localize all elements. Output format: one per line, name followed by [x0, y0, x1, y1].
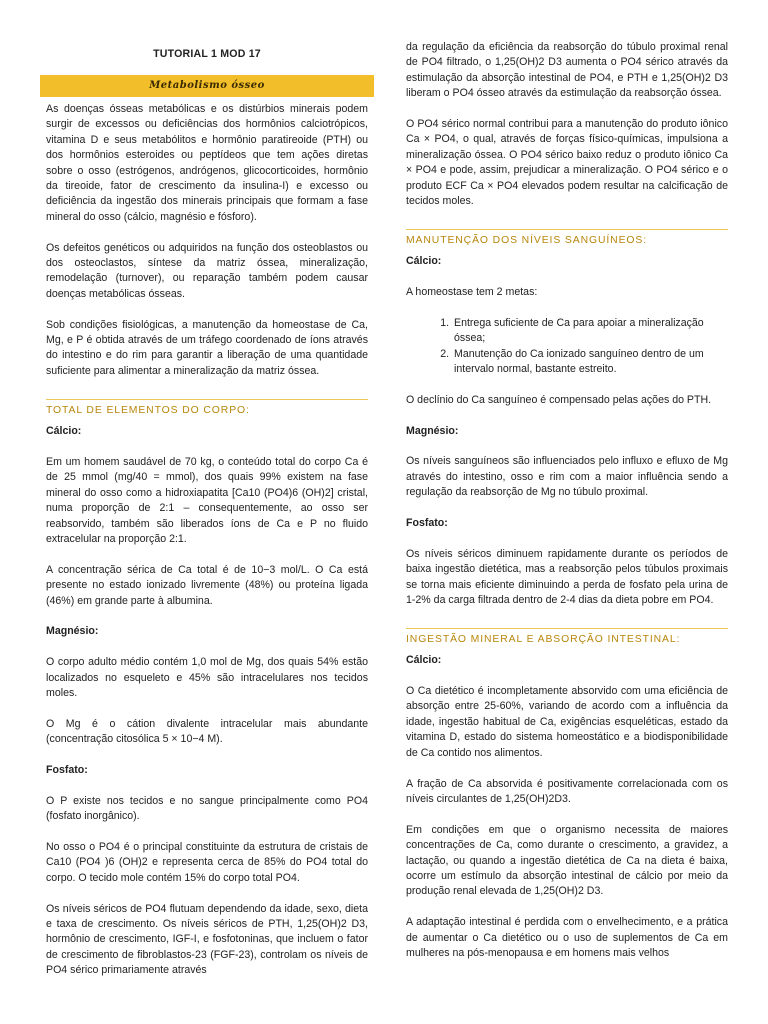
- continued-paragraph-2: O PO4 sérico normal contribui para a manutenção do produto iônico Ca × PO4, o qual, através de forças físico-químicas, impulsiona a mineralização óssea. O PO4 sérico baixo reduz o produto iônico Ca × PO4 e pode, assim, prejudicar a mineralização. O PO4 sérico e o produto ECF Ca × PO4 elevados podem resultar na calcificação de tecidos moles.: [406, 118, 728, 208]
- absorcao-paragraph-4: A adaptação intestinal é perdida com o envelhecimento, e a prática de aumentar o Ca dietético ou o uso de suplementos de Ca em mulheres na pós-menopausa e em homens mais velhos: [406, 916, 728, 959]
- banner-title: Metabolismo ósseo: [149, 80, 265, 92]
- subheading-calcio-3: Cálcio:: [406, 654, 442, 667]
- calcio-paragraph-1: Em um homem saudável de 70 kg, o conteúdo total do corpo Ca é de 25 mmol (mg/40 = mmol), dos quais 99% existem na fase mineral do osso como a hidroxiapatita [Ca10 (PO4)6 (OH)2] cristal, numa proporção de 2:1 – consequentemente, ao osso ser reabsorvido, também são liberados íons de Ca e P no fluido extracelular na proporção 2:1.: [46, 455, 368, 545]
- subheading-calcio-2: Cálcio:: [406, 255, 442, 268]
- section-heading-ingestao: INGESTÃO MINERAL E ABSORÇÃO INTESTINAL:: [406, 628, 728, 647]
- subheading-magnesio-2: Magnésio:: [406, 424, 459, 437]
- list-item: 2. Manutenção do Ca ionizado sanguíneo dentro de um intervalo normal, bastante estreito.: [452, 347, 728, 378]
- calcio-paragraph-2: A concentração sérica de Ca total é de 10−3 mol/L. O Ca está presente no estado ionizado livremente (48%) ou proteína ligada (46%) em grande parte à albumina.: [46, 563, 368, 607]
- intro-paragraph-3: Sob condições fisiológicas, a manutenção da homeostase de Ca, Mg, e P é obtida através de um tráfego coordenado de íons através do intestino e do rim para garantir a liberação de uma quantidade suficiente para alimentar a mineralização da matriz óssea.: [46, 318, 368, 377]
- magnesio-paragraph-2: O Mg é o cátion divalente intracelular mais abundante (concentração citosólica 5 × 10−4 M).: [46, 717, 368, 746]
- right-column: [406, 40, 728, 961]
- intro-paragraph-1: As doenças ósseas metabólicas e os distúrbios minerais podem surgir de excessos ou deficiências dos hormônios calciotrópicos, vitamina D e seus metabólitos e hormônio paratireoide (PTH) ou dos hormônios esteroides ou peptídeos que tem ações diretas sobre o osso (estrógenos, andrógenos, glicocorticoides, hormônio da tireoide, fator de crescimento da insulina-I) e excesso ou deficiência da ingestão dos minerais principais que formam a fase mineral do osso (cálcio, magnésio e fósforo).: [46, 103, 368, 223]
- section-heading-total: TOTAL DE ELEMENTOS DO CORPO:: [46, 399, 368, 418]
- section-heading-manutencao: MANUTENÇÃO DOS NÍVEIS SANGUÍNEOS:: [406, 229, 728, 248]
- homeostase-goals-list: [406, 316, 728, 378]
- subheading-fosfato-2: Fosfato:: [406, 517, 448, 530]
- intro-paragraph-2: Os defeitos genéticos ou adquiridos na função dos osteoblastos ou dos osteoclastos, síntese da matriz óssea, mineralização, remodelação (turnover), ou reparação também podem causar doenças metabólicas ósseas.: [46, 241, 368, 300]
- magnesio-paragraph-1: O corpo adulto médio contém 1,0 mol de Mg, dos quais 54% estão localizados no esqueleto e 45% são intracelulares nos tecidos moles.: [46, 656, 368, 699]
- section-banner: [40, 75, 374, 97]
- fosfato-blood-paragraph: Os níveis séricos diminuem rapidamente durante os períodos de baixa ingestão dietética, mas a reabsorção pelos túbulos proximais se torna mais eficiente diminuindo a perda de fosfato pela urina de 1-2% da carga filtrada dentro de 2-4 dias da dieta pobre em PO4.: [406, 547, 728, 607]
- fosfato-paragraph-1: O P existe nos tecidos e no sangue principalmente como PO4 (fosfato inorgânico).: [46, 794, 368, 823]
- list-item: 1. Entrega suficiente de Ca para apoiar a mineralização óssea;: [452, 316, 728, 347]
- magnesio-blood-paragraph: Os níveis sanguíneos são influenciados pelo influxo e efluxo de Mg através do intestino, osso e rim com a maior influência sendo a regulação da reabsorção de Mg no túbulo proximal.: [406, 455, 728, 499]
- fosfato-paragraph-2: No osso o PO4 é o principal constituinte da estrutura de cristais de Ca10 (PO4 )6 (OH)2 e representa cerca de 85% do PO4 total do corpo. O tecido mole contém 15% do corpo total PO4.: [46, 840, 368, 884]
- absorcao-paragraph-3: Em condições em que o organismo necessita de maiores concentrações de Ca, como durante o crescimento, a gravidez, a lactação, ou quando a ingestão dietética de Ca na dieta é baixa, ocorre um estímulo da absorção intestinal de cálcio por meio da produção renal elevada de 1,25(OH)2 D3.: [406, 823, 728, 898]
- absorcao-paragraph-2: A fração de Ca absorvida é positivamente correlacionada com os níveis circulantes de 1,25(OH)2D3.: [406, 777, 728, 805]
- homeostase-paragraph: A homeostase tem 2 metas:: [406, 286, 538, 299]
- subheading-calcio: Cálcio:: [46, 425, 82, 438]
- subheading-fosfato: Fosfato:: [46, 763, 88, 776]
- fosfato-paragraph-3: Os níveis séricos de PO4 flutuam dependendo da idade, sexo, dieta e taxa de crescimento. Os níveis séricos de PTH, 1,25(OH)2 D3, hormônio de crescimento, IGF-I, e fosfotoninas, que incluem o fator de crescimento de fibroblastos-23 (FGF-23), controlam os níveis de PO4 sérico primariamente através: [46, 902, 368, 977]
- subheading-magnesio: Magnésio:: [46, 625, 99, 638]
- continued-paragraph-1: da regulação da eficiência da reabsorção do túbulo proximal renal de PO4 filtrado, o 1,25(OH)2 D3 aumenta o PO4 sérico através da estimulação da absorção intestinal de PO4, e PTH e 1,25(OH)2 D3 liberam o PO4 ósseo através da estimulação da reabsorção óssea.: [406, 41, 728, 100]
- tutorial-title: TUTORIAL 1 MOD 17: [153, 48, 261, 60]
- left-column: [46, 40, 368, 979]
- pth-paragraph: O declínio do Ca sanguíneo é compensado pelas ações do PTH.: [406, 393, 712, 406]
- absorcao-paragraph-1: O Ca dietético é incompletamente absorvido com uma eficiência de absorção entre 25-60%, variando de acordo com a influência da idade, ingestão habitual de Ca, exigências esqueléticas, estado da vitamina D, estado do sistema homeostático e a biodisponibilidade de Ca contido nos alimentos.: [406, 685, 728, 759]
